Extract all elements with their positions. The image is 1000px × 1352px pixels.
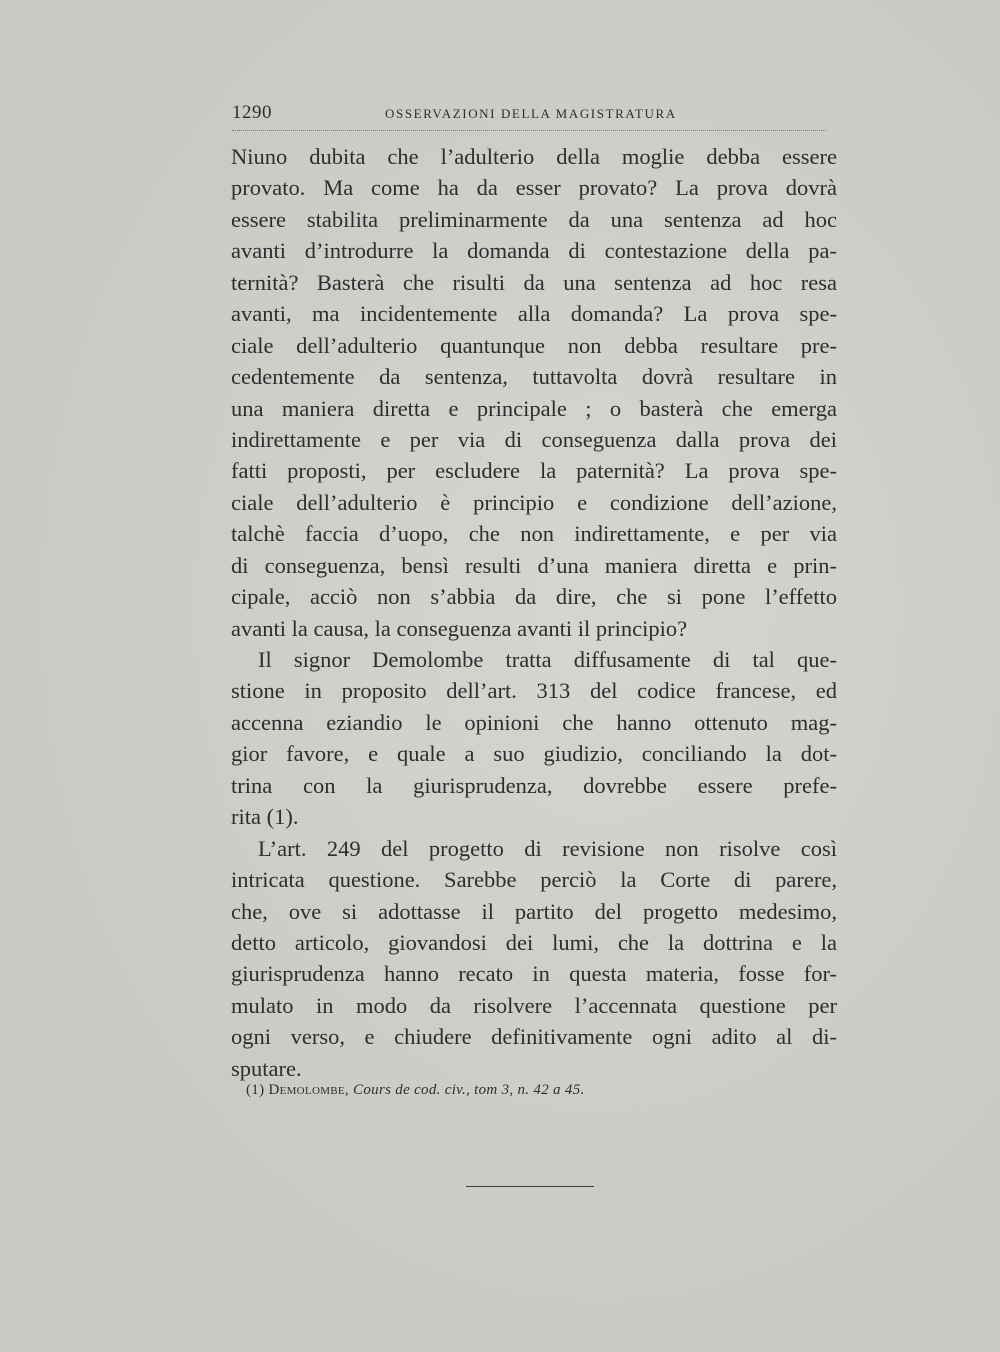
text-line: mulato in modo da risolvere l’accennata questione per bbox=[231, 992, 837, 1018]
paragraph-2 bbox=[231, 644, 837, 833]
text-line: talchè faccia d’uopo, che non indirettamente, e per via bbox=[231, 521, 837, 547]
text-line: ciale dell’adulterio è principio e condizione dell’azione, bbox=[231, 489, 837, 515]
text-line: avanti, ma incidentemente alla domanda? La prova spe- bbox=[231, 301, 837, 327]
text-line: detto articolo, giovandosi dei lumi, che la dottrina e la bbox=[231, 929, 837, 955]
text-line: rita (1). bbox=[231, 804, 299, 830]
text-line: intricata questione. Sarebbe perciò la Corte di parere, bbox=[231, 867, 837, 893]
text-line: gior favore, e quale a suo giudizio, conciliando la dot- bbox=[231, 741, 837, 767]
text-line: di conseguenza, bensì resulti d’una maniera diretta e prin- bbox=[231, 552, 837, 578]
text-line: provato. Ma come ha da esser provato? La prova dovrà bbox=[231, 175, 837, 201]
footnote-marker: (1) bbox=[246, 1082, 265, 1098]
text-line: fatti proposti, per escludere la paternità? La prova spe- bbox=[231, 458, 837, 484]
text-line: che, ove si adottasse il partito del progetto medesimo, bbox=[231, 898, 837, 924]
running-title: OSSERVAZIONI DELLA MAGISTRATURA bbox=[385, 106, 677, 121]
text-line: ogni verso, e chiudere definitivamente ogni adito al di- bbox=[231, 1024, 837, 1050]
text-line: accenna eziandio le opinioni che hanno ottenuto mag- bbox=[231, 709, 837, 735]
text-line: L’art. 249 del progetto di revisione non risolve così bbox=[258, 835, 837, 861]
footnote-citation: Cours de cod. civ., tom 3, n. 42 a 45. bbox=[353, 1082, 585, 1098]
end-divider bbox=[466, 1186, 594, 1187]
text-line: ternità? Basterà che risulti da una sentenza ad hoc resa bbox=[231, 269, 837, 295]
text-line: indirettamente e per via di conseguenza dalla prova dei bbox=[231, 426, 837, 452]
text-line: Niuno dubita che l’adulterio della moglie debba essere bbox=[231, 144, 837, 169]
text-line: cedentemente da sentenza, tuttavolta dovrà resultare in bbox=[231, 364, 837, 390]
paragraph-3 bbox=[231, 833, 837, 1085]
text-line: una maniera diretta e principale ; o basterà che emerga bbox=[231, 395, 837, 421]
text-line: avanti d’introdurre la domanda di contestazione della pa- bbox=[231, 238, 837, 264]
text-line: giurisprudenza hanno recato in questa materia, fosse for- bbox=[231, 961, 837, 987]
text-line: Il signor Demolombe tratta diffusamente di tal que- bbox=[258, 647, 837, 672]
page-header bbox=[232, 100, 826, 131]
footnote-author: Demolombe, bbox=[268, 1082, 349, 1098]
text-line: sputare. bbox=[231, 1055, 302, 1081]
body-text bbox=[231, 141, 837, 1084]
footnote bbox=[246, 1082, 585, 1099]
text-line: avanti la causa, la conseguenza avanti il principio? bbox=[231, 615, 688, 641]
text-line: cipale, acciò non s’abbia da dire, che si pone l’effetto bbox=[231, 584, 837, 610]
text-line: stione in proposito dell’art. 313 del codice francese, ed bbox=[231, 678, 837, 704]
page-number: 1290 bbox=[232, 102, 272, 123]
paragraph-1 bbox=[231, 141, 837, 644]
text-line: trina con la giurisprudenza, dovrebbe essere prefe- bbox=[231, 772, 837, 798]
text-line: ciale dell’adulterio quantunque non debba resultare pre- bbox=[231, 332, 837, 358]
text-line: essere stabilita preliminarmente da una sentenza ad hoc bbox=[231, 206, 837, 232]
